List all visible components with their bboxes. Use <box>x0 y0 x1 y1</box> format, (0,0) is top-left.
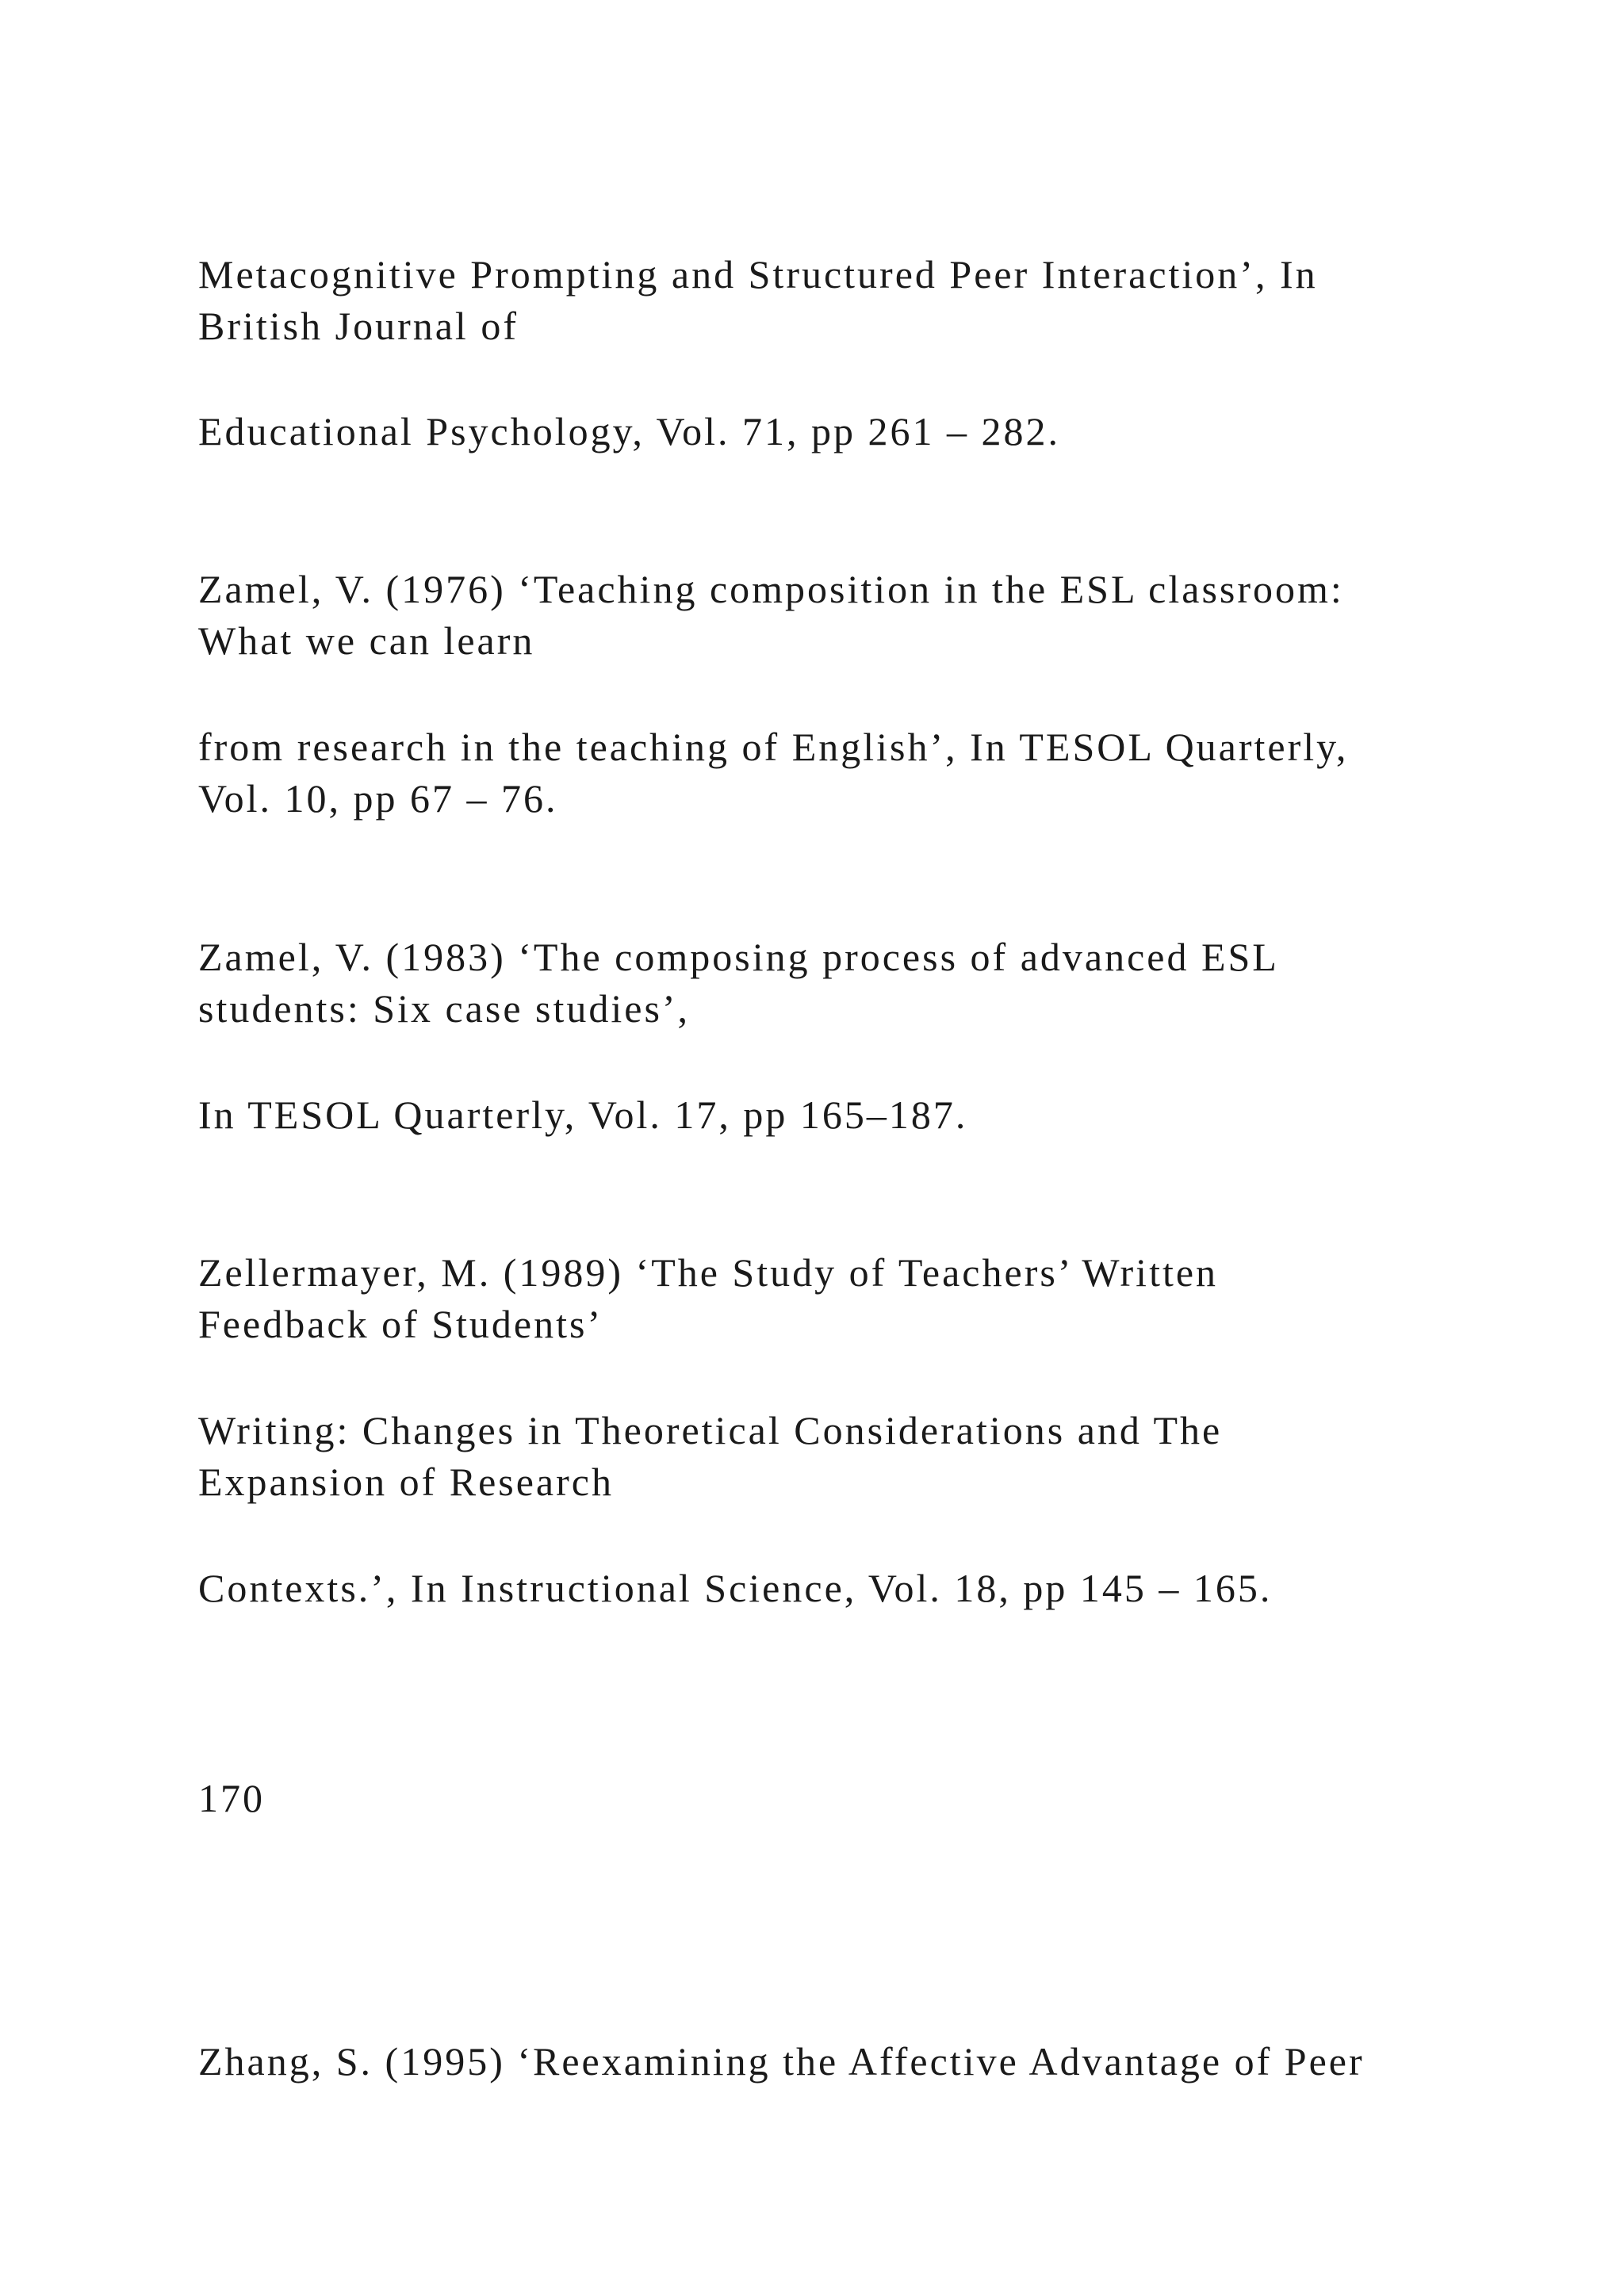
reference-line: Vol. 10, pp 67 – 76. <box>198 776 558 821</box>
reference-line: Metacognitive Prompting and Structured Peer Interaction’, In <box>198 252 1318 297</box>
reference-line: Zellermayer, M. (1989) ‘The Study of Teachers’ Written <box>198 1250 1219 1295</box>
reference-line: In TESOL Quarterly, Vol. 17, pp 165–187. <box>198 1093 968 1137</box>
page-number: 170 <box>198 1776 265 1820</box>
reference-line: Zhang, S. (1995) ‘Reexamining the Affective Advantage of Peer <box>198 2039 1365 2084</box>
reference-line: Feedback of Students’ <box>198 1302 603 1346</box>
reference-line: from research in the teaching of English’, In TESOL Quarterly, <box>198 725 1349 769</box>
reference-line: Contexts.’, In Instructional Science, Vol. 18, pp 145 – 165. <box>198 1566 1273 1610</box>
reference-line: Writing: Changes in Theoretical Considerations and The <box>198 1408 1223 1452</box>
reference-line: Zamel, V. (1976) ‘Teaching composition in the ESL classroom: <box>198 567 1344 611</box>
reference-line: Zamel, V. (1983) ‘The composing process of advanced ESL <box>198 935 1279 979</box>
reference-line: students: Six case studies’, <box>198 986 691 1031</box>
reference-line: British Journal of <box>198 304 519 348</box>
reference-line: Educational Psychology, Vol. 71, pp 261 – 282. <box>198 409 1061 453</box>
reference-line: Expansion of Research <box>198 1460 614 1504</box>
reference-line: What we can learn <box>198 618 535 663</box>
